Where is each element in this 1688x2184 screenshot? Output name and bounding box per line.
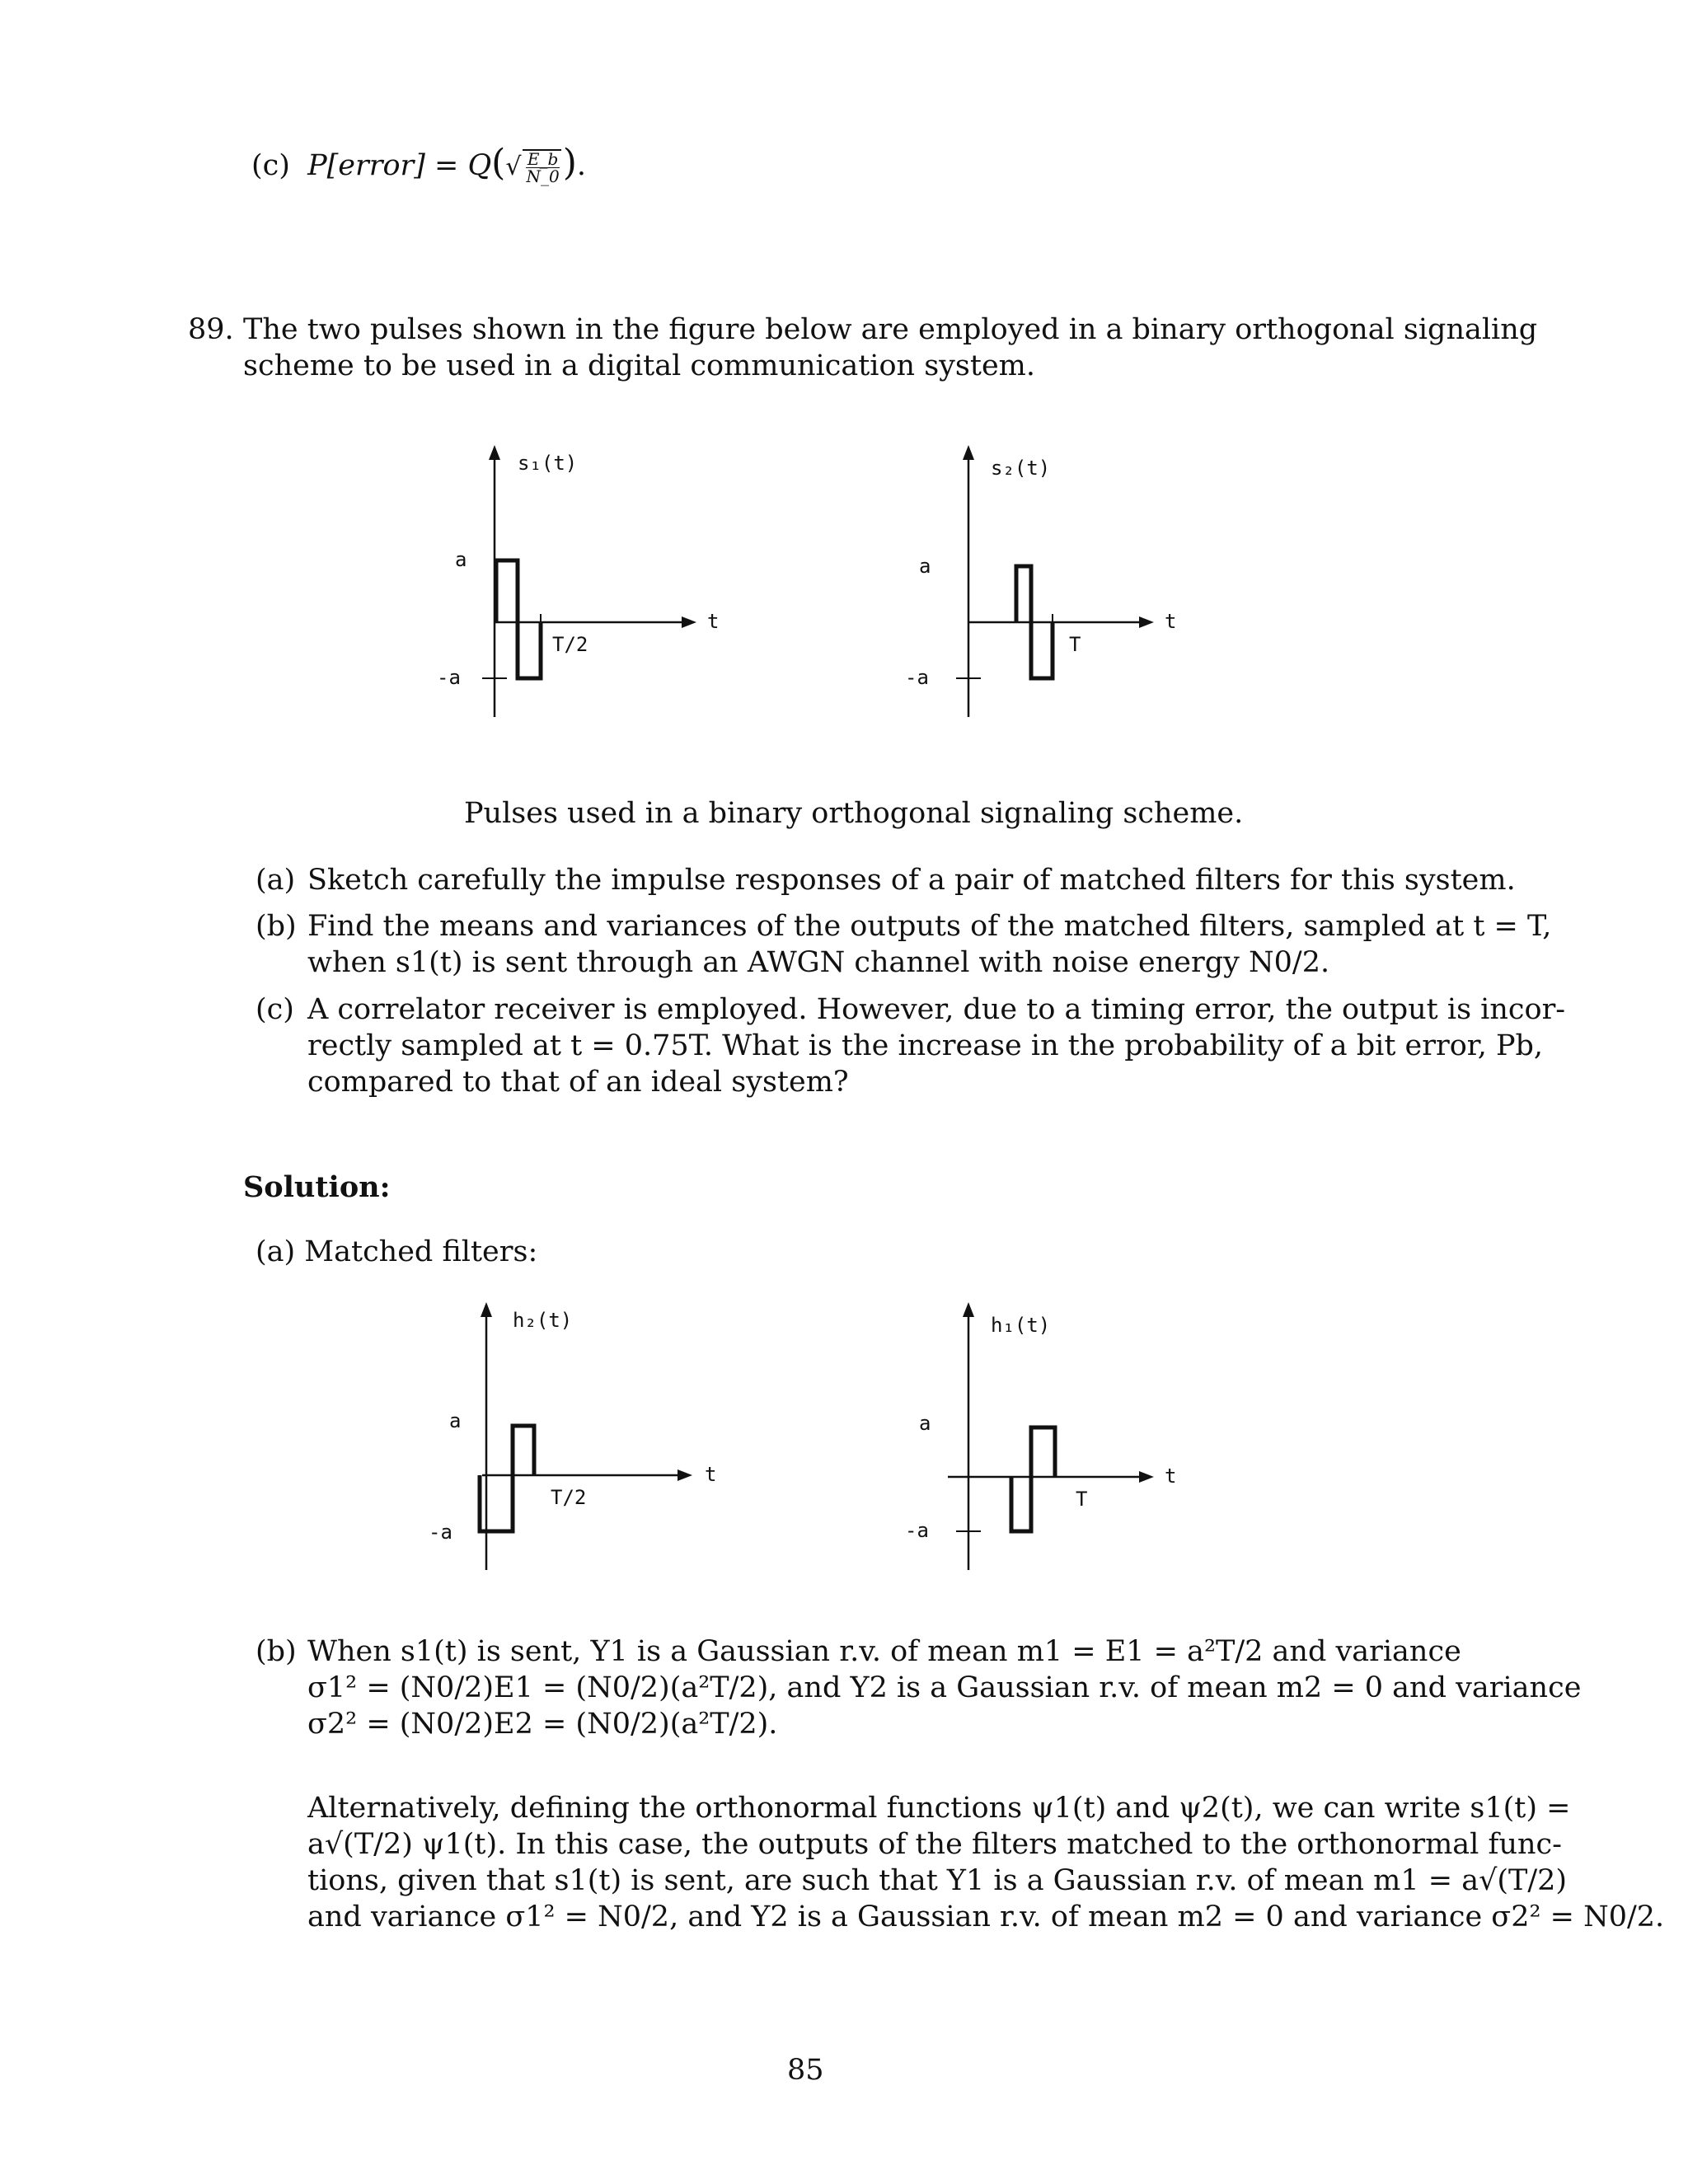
- h2-y-arrow-icon: [481, 1302, 492, 1317]
- solution-part-a: (a) Matched filters:: [256, 1235, 538, 1268]
- part-a-label: (a): [256, 864, 296, 897]
- figure-s1: [412, 445, 742, 725]
- problem-statement-line-1: The two pulses shown in the figure below are employed in a binary orthogonal signaling: [243, 313, 1538, 346]
- h1-pulse: [1011, 1427, 1055, 1531]
- problem-number: 89.: [188, 313, 234, 346]
- previous-answer: (c) P[error] = Q(√ $\frac{E\_b}{N\_0}$ ).: [251, 142, 587, 186]
- s2-title: s₂(t): [991, 457, 1051, 480]
- part-b-label: (b): [256, 910, 297, 943]
- s2-a-label: a: [919, 555, 931, 578]
- alternative-line-4: and variance σ1² = N0/2, and Y2 is a Gaussian r.v. of mean m2 = 0 and variance σ2² = N0/2.: [307, 1900, 1665, 1933]
- s1-y-arrow-icon: [489, 445, 500, 460]
- solution-heading: Solution:: [243, 1170, 391, 1204]
- page-number: 85: [787, 2054, 824, 2087]
- h1-tick-label: T: [1076, 1488, 1088, 1511]
- h1-a-label: a: [919, 1412, 931, 1435]
- part-b-line-1: Find the means and variances of the outputs of the matched filters, sampled at t = T,: [307, 910, 1552, 943]
- alternative-line-1: Alternatively, defining the orthonormal functions ψ1(t) and ψ2(t), we can write s1(t) =: [307, 1792, 1571, 1825]
- h1-title: h₁(t): [991, 1314, 1051, 1337]
- h2-neg-a-label: -a: [429, 1521, 452, 1544]
- h2-tick-label: T/2: [551, 1486, 587, 1509]
- s1-pulse: [496, 560, 541, 678]
- previous-answer-fraction: $\frac{E\_b}{N\_0}$: [523, 149, 560, 185]
- solution-part-b-line-2: σ1² = (N0/2)E1 = (N0/2)(a²T/2), and Y2 is a Gaussian r.v. of mean m2 = 0 and variance: [307, 1671, 1582, 1704]
- part-c-label: (c): [256, 993, 294, 1026]
- s1-x-arrow-icon: [682, 616, 696, 628]
- h2-t-label: t: [705, 1463, 717, 1486]
- h2-a-label: a: [449, 1409, 462, 1432]
- previous-answer-lhs: P[error] = Q: [307, 149, 492, 182]
- solution-part-b-label: (b): [256, 1635, 297, 1668]
- s2-y-arrow-icon: [963, 445, 974, 460]
- h1-t-label: t: [1165, 1465, 1177, 1488]
- s1-t-label: t: [707, 610, 720, 633]
- s2-x-arrow-icon: [1139, 616, 1154, 628]
- s1-title: s₁(t): [518, 452, 578, 475]
- alternative-line-3: tions, given that s1(t) is sent, are such that Y1 is a Gaussian r.v. of mean m1 = a√(T/2): [307, 1864, 1568, 1897]
- alternative-line-2: a√(T/2) ψ1(t). In this case, the outputs of the filters matched to the orthonormal func-: [307, 1828, 1562, 1861]
- s2-neg-a-label: -a: [905, 666, 929, 689]
- h2-title: h₂(t): [513, 1309, 573, 1332]
- s1-a-label: a: [455, 548, 467, 571]
- s2-t-label: t: [1165, 610, 1177, 633]
- h1-neg-a-label: -a: [905, 1519, 929, 1542]
- s1-tick-label: T/2: [552, 633, 588, 656]
- h1-x-arrow-icon: [1139, 1471, 1154, 1483]
- figure-caption: Pulses used in a binary orthogonal signaling scheme.: [464, 797, 1244, 830]
- part-c-line-2: rectly sampled at t = 0.75T. What is the increase in the probability of a bit error, Pb,: [307, 1029, 1544, 1062]
- figure-h1: [886, 1302, 1216, 1582]
- h2-x-arrow-icon: [678, 1469, 692, 1481]
- figure-s2: [886, 445, 1216, 725]
- h1-y-arrow-icon: [963, 1302, 974, 1317]
- part-c-line-1: A correlator receiver is employed. However, due to a timing error, the output is incor-: [307, 993, 1566, 1026]
- problem-statement-line-2: scheme to be used in a digital communication system.: [243, 349, 1035, 382]
- figure-h2: [404, 1302, 734, 1582]
- solution-part-b-line-3: σ2² = (N0/2)E2 = (N0/2)(a²T/2).: [307, 1708, 778, 1741]
- s1-neg-a-label: -a: [437, 666, 461, 689]
- solution-part-b-line-1: When s1(t) is sent, Y1 is a Gaussian r.v. of mean m1 = E1 = a²T/2 and variance: [307, 1635, 1461, 1668]
- part-a-line-1: Sketch carefully the impulse responses of a pair of matched filters for this system.: [307, 864, 1516, 897]
- part-c-line-3: compared to that of an ideal system?: [307, 1066, 849, 1099]
- part-b-line-2: when s1(t) is sent through an AWGN channel with noise energy N0/2.: [307, 946, 1330, 979]
- previous-answer-label: (c): [251, 149, 290, 182]
- h2-pulse: [480, 1426, 534, 1531]
- s2-tick-label: T: [1069, 633, 1081, 656]
